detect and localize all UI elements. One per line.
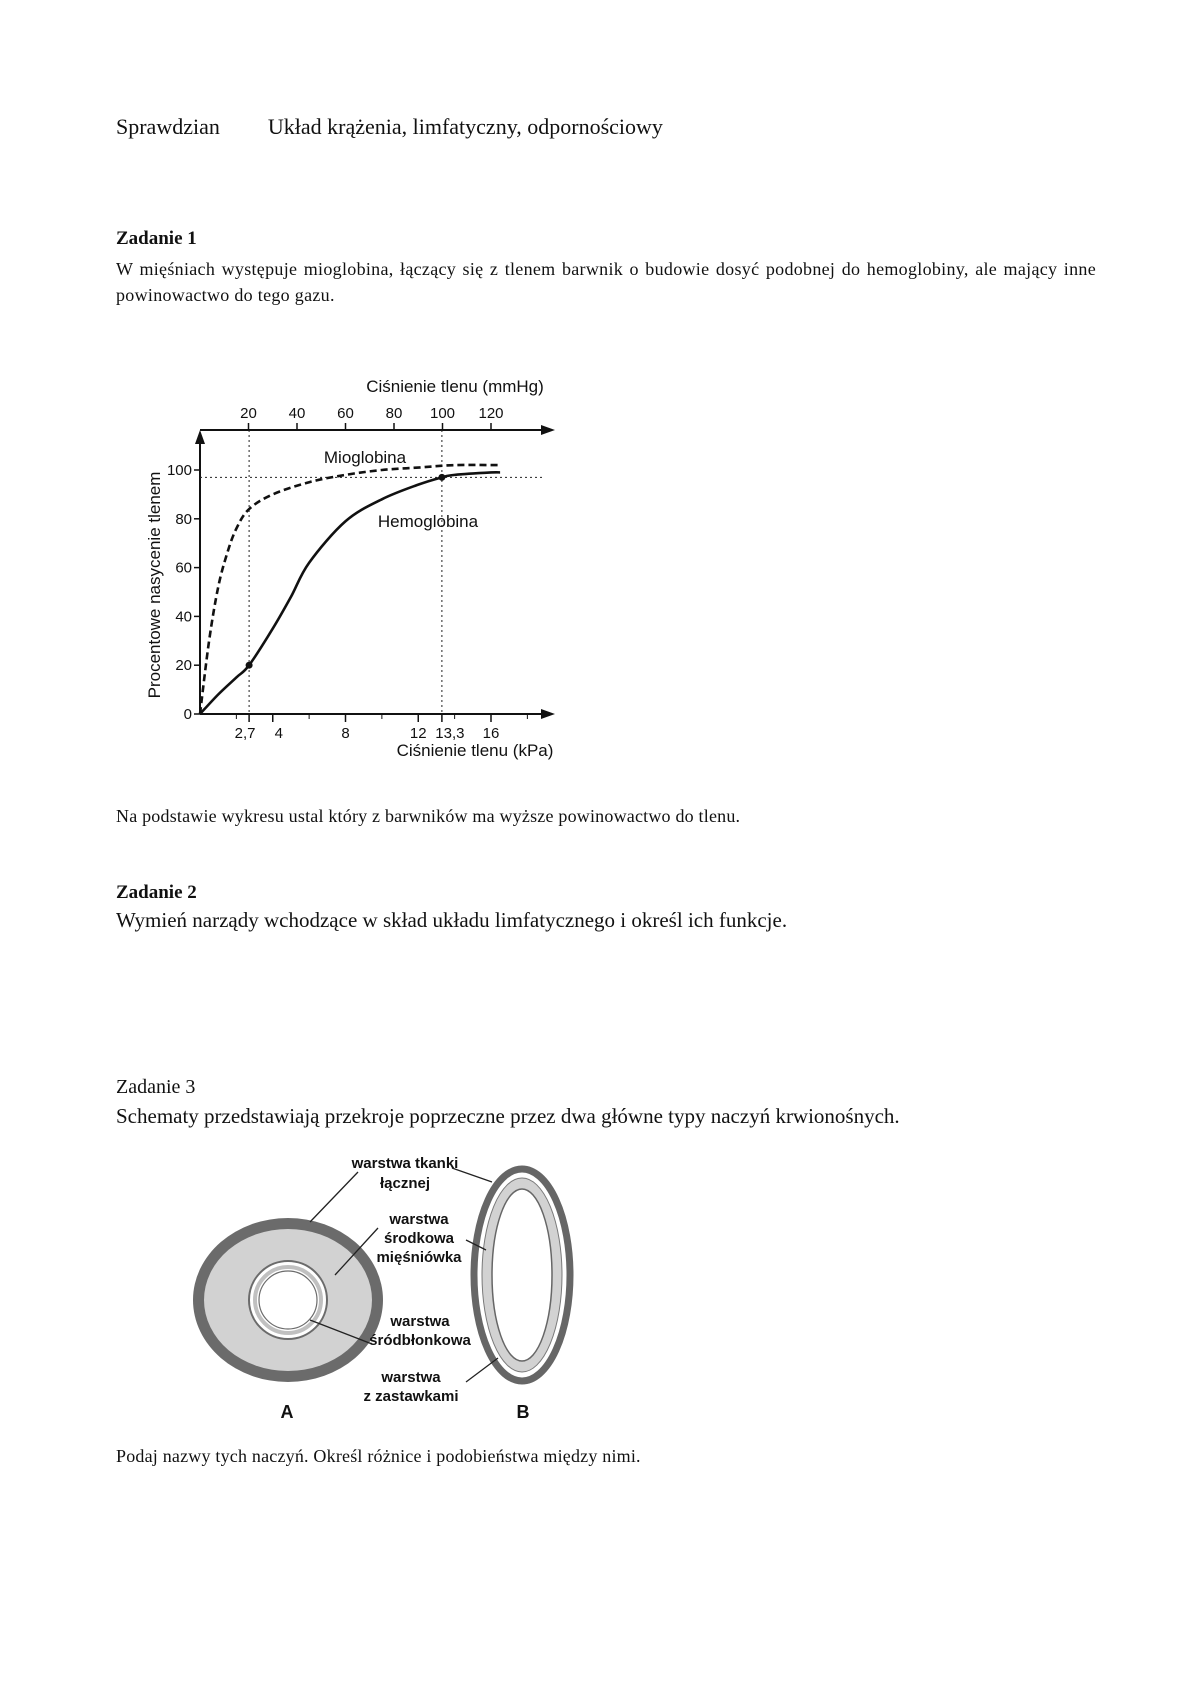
- x2-axis-label: Ciśnienie tlenu (mmHg): [366, 377, 544, 396]
- label-valves-line1: warstwa: [381, 1369, 441, 1386]
- y-axis-arrow: [195, 430, 205, 444]
- x-tick-label-2: 8: [341, 725, 350, 742]
- series-line-hemoglobina: [200, 472, 500, 714]
- label-a: A: [280, 1402, 294, 1422]
- label-endothelium-line1: warstwa: [390, 1313, 450, 1330]
- x2-axis-arrow: [541, 425, 555, 435]
- y-tick-label-1: 20: [175, 657, 192, 675]
- x-tick-label-4: 13,3: [435, 725, 465, 742]
- task1-heading: Zadanie 1: [116, 228, 197, 249]
- y-tick-label-4: 80: [175, 510, 192, 528]
- x2-tick-label-5: 120: [478, 405, 504, 422]
- oxygen-saturation-chart: [0, 0, 1200, 800]
- task2-text: Wymień narządy wchodzące w skład układu limfatycznego i określ ich funkcje.: [116, 908, 788, 932]
- y-tick-label-0: 0: [183, 706, 192, 723]
- vessel-a-lumen: [259, 1271, 317, 1329]
- label-muscle-line1: warstwa: [389, 1211, 449, 1228]
- x2-tick-label-1: 40: [288, 405, 306, 422]
- task1-question: Na podstawie wykresu ustal który z barwników ma wyższe powinowactwo do tlenu.: [116, 806, 741, 826]
- task3-question: Podaj nazwy tych naczyń. Określ różnice i podobieństwa między nimi.: [116, 1446, 641, 1466]
- leader-valves: [466, 1358, 498, 1382]
- label-valves-line2: z zastawkami: [363, 1388, 459, 1405]
- vessel-b: [474, 1169, 570, 1381]
- task3-heading: Zadanie 3: [116, 1076, 196, 1098]
- x2-tick-label-0: 20: [240, 405, 257, 422]
- blood-vessels-diagram: [0, 1130, 700, 1430]
- chart-root: [145, 377, 555, 760]
- leader-connective-a: [310, 1172, 358, 1222]
- data-marker-0: [246, 662, 253, 669]
- x-tick-label-3: 12: [409, 725, 427, 742]
- x-axis-label: Ciśnienie tlenu (kPa): [396, 741, 554, 760]
- label-connective-line1: warstwa tkanki: [351, 1155, 459, 1172]
- y-axis-label: Procentowe nasycenie tlenem: [145, 471, 164, 699]
- x-axis-arrow: [541, 709, 555, 719]
- x2-tick-label-4: 100: [429, 405, 456, 422]
- x2-tick-label-2: 60: [337, 405, 354, 422]
- vessel-a: [193, 1218, 383, 1382]
- test-label: Sprawdzian: [116, 114, 220, 139]
- label-connective-line2: łącznej: [379, 1175, 431, 1192]
- x-tick-label-1: 4: [274, 725, 283, 742]
- label-muscle-line2: środkowa: [383, 1230, 455, 1247]
- task3-text: Schematy przedstawiają przekroje poprzeczne przez dwa główne typy naczyń krwionośnych.: [116, 1104, 900, 1128]
- x2-tick-label-3: 80: [385, 405, 403, 422]
- series-label-mioglobina: Mioglobina: [323, 448, 407, 467]
- data-marker-1: [438, 474, 445, 481]
- vessel-b-lumen: [492, 1189, 552, 1361]
- task1-intro: W mięśniach występuje mioglobina, łączący się z tlenem barwnik o budowie dosyć podobnej do hemoglobiny, ale mający inne powinowactwo do tego gazu.: [116, 259, 1096, 305]
- task2-heading: Zadanie 2: [116, 882, 197, 903]
- label-endothelium-line2: śródbłonkowa: [369, 1332, 471, 1349]
- x-tick-label-0: 2,7: [234, 725, 256, 742]
- label-b: B: [516, 1402, 530, 1422]
- y-tick-label-5: 100: [166, 462, 192, 479]
- label-muscle-line3: mięśniówka: [376, 1249, 462, 1266]
- series-line-mioglobina: [200, 465, 500, 714]
- x-tick-label-5: 16: [482, 725, 500, 742]
- y-tick-label-3: 60: [175, 559, 192, 577]
- y-tick-label-2: 40: [175, 608, 192, 626]
- test-subject: Układ krążenia, limfatyczny, odpornościowy: [267, 114, 663, 139]
- series-label-hemoglobina: Hemoglobina: [377, 512, 479, 531]
